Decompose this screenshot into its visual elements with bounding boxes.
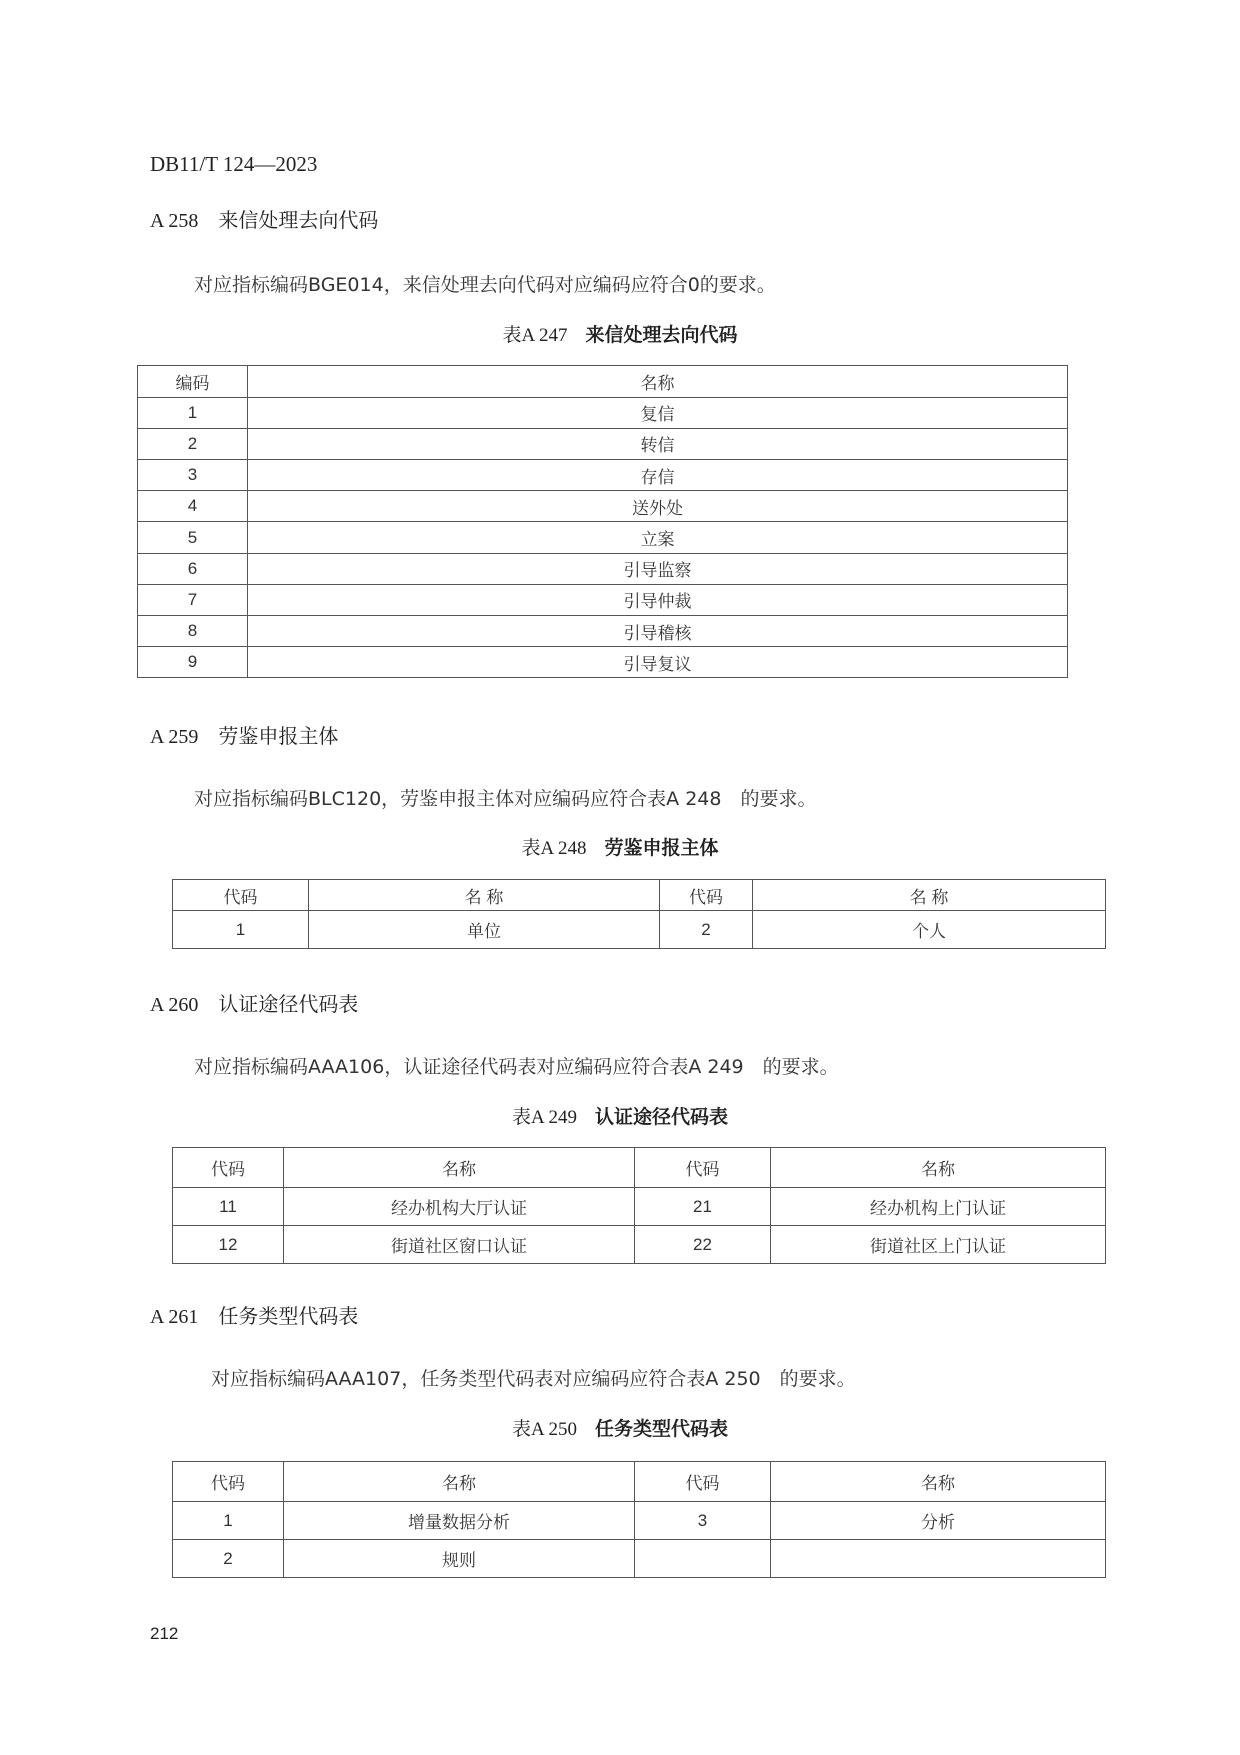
table-header-cell: 代码	[635, 1148, 771, 1188]
section-number: A 258	[150, 210, 199, 232]
table-cell: 经办机构上门认证	[771, 1188, 1106, 1226]
table-cell: 2	[660, 911, 753, 949]
table-cell	[771, 1540, 1106, 1578]
table-cell: 引导监察	[248, 553, 1068, 584]
table-cell: 分析	[771, 1502, 1106, 1540]
table-cell	[635, 1540, 771, 1578]
table-cell: 复信	[248, 397, 1068, 428]
table-caption-a247	[0, 320, 1240, 347]
table-cell: 1	[138, 397, 248, 428]
table-header-cell: 名称	[284, 1462, 635, 1502]
table-cell: 个人	[753, 911, 1106, 949]
table-cell: 街道社区上门认证	[771, 1226, 1106, 1264]
caption-title: 来信处理去向代码	[585, 324, 738, 346]
code-table-a249	[172, 1147, 1106, 1264]
table-cell: 8	[138, 616, 248, 647]
table-row	[138, 460, 1068, 491]
table-caption-a249	[0, 1102, 1240, 1129]
table-header-cell: 名 称	[753, 880, 1106, 911]
table-header-cell: 代码	[173, 1462, 284, 1502]
table-row	[138, 553, 1068, 584]
table-cell: 7	[138, 584, 248, 615]
caption-number: 表A 248	[521, 838, 587, 859]
table-row	[138, 616, 1068, 647]
table-cell: 增量数据分析	[284, 1502, 635, 1540]
table-cell: 3	[138, 460, 248, 491]
table-header-cell: 编码	[138, 366, 248, 398]
table-cell: 引导稽核	[248, 616, 1068, 647]
table-cell: 2	[138, 428, 248, 459]
table-cell: 5	[138, 522, 248, 553]
table-header-row	[173, 1462, 1106, 1502]
table-cell: 街道社区窗口认证	[284, 1226, 635, 1264]
section-heading-a260	[150, 988, 358, 1017]
section-number: A 260	[150, 994, 199, 1016]
table-cell: 存信	[248, 460, 1068, 491]
table-row	[138, 491, 1068, 522]
table-header-cell: 代码	[660, 880, 753, 911]
table-row	[173, 1502, 1106, 1540]
table-cell: 9	[138, 647, 248, 678]
table-row	[138, 584, 1068, 615]
section-number: A 261	[150, 1306, 199, 1328]
section-title: 认证途径代码表	[218, 992, 359, 1016]
caption-title: 劳鉴申报主体	[604, 837, 719, 859]
section-paragraph: 对应指标编码BGE014，来信处理去向代码对应编码应符合0的要求。	[194, 274, 776, 296]
table-header-cell: 代码	[635, 1462, 771, 1502]
table-header-cell: 代码	[173, 1148, 284, 1188]
table-cell: 送外处	[248, 491, 1068, 522]
table-header-cell: 名称	[771, 1148, 1106, 1188]
section-title: 来信处理去向代码	[218, 208, 379, 232]
table-cell: 6	[138, 553, 248, 584]
section-title: 劳鉴申报主体	[218, 724, 339, 748]
table-cell: 转信	[248, 428, 1068, 459]
table-cell: 立案	[248, 522, 1068, 553]
section-number: A 259	[150, 726, 199, 748]
table-header-cell: 名称	[248, 366, 1068, 398]
section-heading-a259	[150, 720, 338, 749]
section-heading-a258	[150, 204, 378, 233]
table-caption-a248	[0, 833, 1240, 860]
section-paragraph: 对应指标编码AAA106，认证途径代码表对应编码应符合表A 249 的要求。	[194, 1056, 839, 1078]
code-table-a250	[172, 1461, 1106, 1578]
table-header-cell: 名 称	[309, 880, 660, 911]
code-table-a248	[172, 879, 1106, 949]
section-title: 任务类型代码表	[218, 1304, 359, 1328]
table-row	[173, 1226, 1106, 1264]
table-cell: 1	[173, 1502, 284, 1540]
table-header-cell: 名称	[771, 1462, 1106, 1502]
table-header-cell: 名称	[284, 1148, 635, 1188]
table-row	[138, 647, 1068, 678]
table-cell: 2	[173, 1540, 284, 1578]
table-row	[138, 397, 1068, 428]
table-header-cell: 代码	[173, 880, 309, 911]
table-row	[138, 522, 1068, 553]
table-header-row	[173, 1148, 1106, 1188]
table-cell: 11	[173, 1188, 284, 1226]
caption-title: 认证途径代码表	[594, 1106, 728, 1128]
table-header-row	[138, 366, 1068, 398]
table-caption-a250	[0, 1414, 1240, 1441]
caption-number: 表A 250	[512, 1419, 577, 1440]
table-row	[138, 428, 1068, 459]
table-cell: 21	[635, 1188, 771, 1226]
table-cell: 1	[173, 911, 309, 949]
table-cell: 经办机构大厅认证	[284, 1188, 635, 1226]
table-cell: 12	[173, 1226, 284, 1264]
page-number: 212	[150, 1624, 179, 1643]
caption-title: 任务类型代码表	[594, 1418, 728, 1440]
table-row	[173, 1188, 1106, 1226]
table-cell: 22	[635, 1226, 771, 1264]
table-cell: 引导复议	[248, 647, 1068, 678]
section-paragraph: 对应指标编码BLC120，劳鉴申报主体对应编码应符合表A 248 的要求。	[194, 788, 817, 810]
code-table-a247	[137, 365, 1068, 678]
table-cell: 单位	[309, 911, 660, 949]
section-heading-a261	[150, 1300, 358, 1329]
section-paragraph: 对应指标编码AAA107，任务类型代码表对应编码应符合表A 250 的要求。	[211, 1368, 856, 1390]
table-cell: 4	[138, 491, 248, 522]
caption-number: 表A 247	[502, 325, 568, 346]
table-row	[173, 1540, 1106, 1578]
document-header: DB11/T 124—2023	[150, 152, 318, 176]
table-header-row	[173, 880, 1106, 911]
table-row	[173, 911, 1106, 949]
table-cell: 引导仲裁	[248, 584, 1068, 615]
table-cell: 3	[635, 1502, 771, 1540]
caption-number: 表A 249	[512, 1107, 577, 1128]
table-cell: 规则	[284, 1540, 635, 1578]
